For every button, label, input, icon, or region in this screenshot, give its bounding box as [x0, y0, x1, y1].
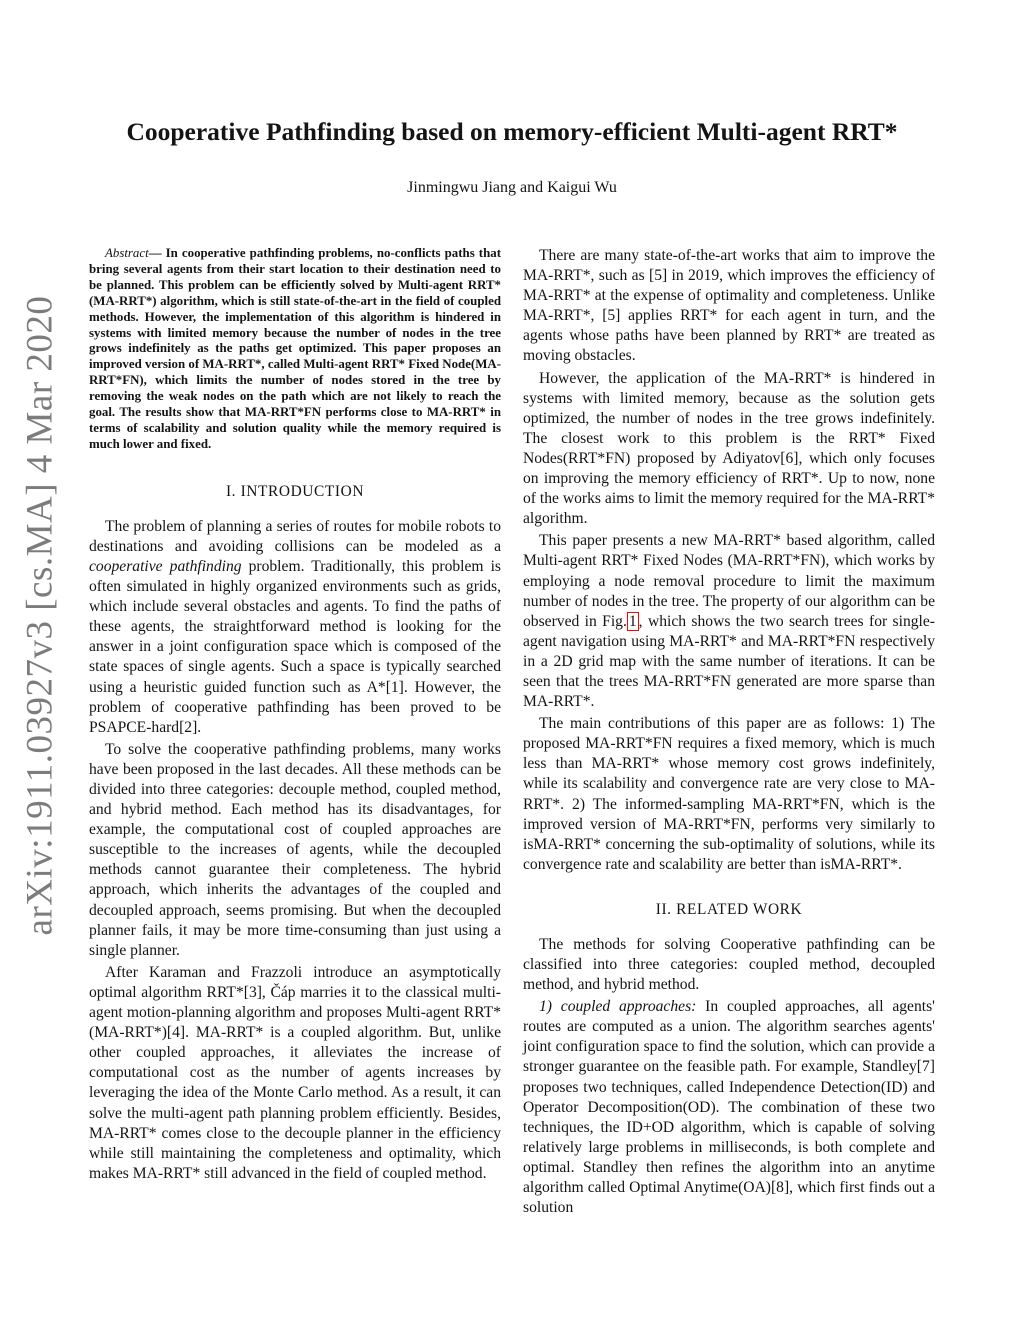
- arxiv-sidebar: [4, 270, 76, 960]
- abstract-text: — In cooperative pathfinding problems, no-conflicts paths that bring several agents from their start location to their destination need to be planned. This problem can be efficiently solved by Multi-agent RRT*(MA-RRT*) algorithm, which is still state-of-the-art in the field of coupled methods. However, the implementation of this algorithm is hindered in systems with limited memory because the number of nodes in the tree grows indefinitely as the paths get optimized. This paper proposes an improved version of MA-RRT*, called Multi-agent RRT* Fixed Node(MA-RRT*FN), which limits the number of nodes stored in the tree by removing the weak nodes on the path which are not likely to reach the goal. The results show that MA-RRT*FN performs close to MA-RRT* in terms of scalability and solution quality while the memory required is much lower and fixed.: [89, 246, 501, 451]
- intro-paragraph-6: This paper presents a new MA-RRT* based algorithm, called Multi-agent RRT* Fixed Nodes (MA-RRT*FN), which works by employing a node removal procedure to limit the maximum number of nodes in the tree. The property of our algorithm can be observed in Fig. 1 , which shows the two search trees for single-agent navigation using MA-RRT* and MA-RRT*FN respectively in a 2D grid map with the same number of iterations. It can be seen that the trees MA-RRT*FN generated are more sparse than MA-RRT*.: [523, 532, 935, 711]
- paper-authors: Jinmingwu Jiang and Kaigui Wu: [407, 179, 617, 196]
- intro-paragraph-3: After Karaman and Frazzoli introduce an asymptotically optimal algorithm RRT*[3], Čáp marries it to the classical multi-agent motion-planning algorithm and proposes Multi-agent RRT*(MA-RRT*)[4]. MA-RRT* is a coupled algorithm. But, unlike other coupled approaches, it alleviates the increase of computational cost as the number of agents increases by leveraging the idea of the Monte Carlo method. As a result, it can solve the multi-agent path planning problem efficiently. Besides, MA-RRT* comes close to the decouple planner in the efficiency while still maintaining the completeness and optimality, which makes MA-RRT* still advanced in the field of coupled method.: [89, 963, 501, 1182]
- intro-paragraph-4: There are many state-of-the-art works that aim to improve the MA-RRT*, such as [5] in 2019, which improves the efficiency of MA-RRT* at the expense of optimality and completeness. Unlike MA-RRT*, [5] applies RRT* for each agent in turn, and the agents whose paths have been planned by RRT* are treated as moving obstacles.: [523, 247, 935, 365]
- section-heading-introduction: I. INTRODUCTION: [225, 482, 365, 500]
- intro-paragraph-5: However, the application of the MA-RRT* is hindered in systems with limited memory, because as the solution gets optimized, the number of nodes in the tree grows indefinitely. The closest work to this problem is the RRT* Fixed Nodes(RRT*FN) proposed by Adiyatov[6], which only focuses on improving the memory efficiency of RRT*. Up to now, none of the works aims to limit the memory required for the MA-RRT* algorithm.: [523, 369, 935, 528]
- section-heading-related-work: II. RELATED WORK: [655, 900, 803, 918]
- abstract-label: Abstract: [105, 246, 149, 260]
- intro-paragraph-2: To solve the cooperative pathfinding problems, many works have been proposed in the last decades. All these methods can be divided into three categories: decouple method, coupled method, and hybrid method. Each method has its disadvantages, for example, the computational cost of coupled approaches are susceptible to the increases of agents, while the decoupled methods cannot guarantee their completeness. The hybrid approach, which inherits the advantages of the coupled and decoupled approach, seems promising. But when the decoupled planner fails, it may be more time-consuming than just using a single planner.: [89, 740, 501, 959]
- intro-paragraph-7: The main contributions of this paper are as follows: 1) The proposed MA-RRT*FN requires a fixed memory, which is much less than MA-RRT* whose memory cost grows indefinitely, while its scalability and convergence rate are very close to MA-RRT*. 2) The informed-sampling MA-RRT*FN, which is the improved version of MA-RRT*FN, performs very similarly to isMA-RRT* concerning the sub-optimality of solutions, while its convergence rate and scalability are better than isMA-RRT*.: [523, 715, 935, 873]
- cooperative-pathfinding-term: cooperative pathfinding: [89, 557, 242, 575]
- coupled-approaches-label: 1) coupled approaches:: [539, 998, 697, 1016]
- abstract: [89, 246, 501, 453]
- right-column: [523, 246, 935, 1218]
- related-paragraph-2: 1) coupled approaches: In coupled approaches, all agents' routes are computed as a union. The algorithm searches agents' joint configuration space to find the solution, which can provide a stronger guarantee on the feasible path. For example, Standley[7] proposes two techniques, called Independence Detection(ID) and Operator Decomposition(OD). The combination of these two techniques, the ID+OD algorithm, which is capable of solving relatively large problems in milliseconds, is both complete and optimal. Standley then refines the algorithm into an anytime algorithm called Optimal Anytime(OA)[8], which first finds out a solution: [523, 998, 935, 1217]
- left-column: [89, 246, 501, 1184]
- intro-paragraph-1: The problem of planning a series of routes for mobile robots to destinations and avoiding collisions can be modeled as a cooperative pathfinding problem. Traditionally, this problem is often simulated in highly organized environments such as grids, which include several obstacles and agents. To find the paths of these agents, the straightforward method is looking for the answer in a joint configuration space which is composed of the state spaces of single agents. Such a space is typically searched using a heuristic guided function such as A*[1]. However, the problem of cooperative pathfinding has been proved to be PSAPCE-hard[2].: [89, 517, 501, 736]
- arxiv-identifier: arXiv:1911.03927v3 [cs.MA] 4 Mar 2020: [19, 295, 61, 935]
- figure-1-link[interactable]: 1: [628, 612, 637, 630]
- paper-title: Cooperative Pathfinding based on memory-efficient Multi-agent RRT*: [126, 117, 898, 146]
- related-paragraph-1: The methods for solving Cooperative pathfinding can be classified into three categories: coupled method, decoupled method, and hybrid method.: [523, 935, 935, 994]
